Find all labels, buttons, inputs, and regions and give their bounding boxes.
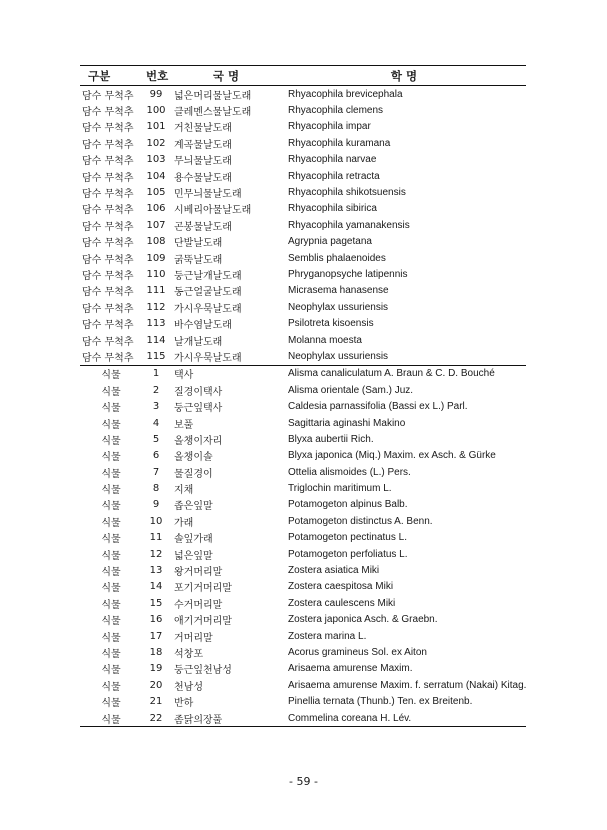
category-cell: 식물 <box>101 665 121 677</box>
number-cell: 9 <box>152 499 160 511</box>
table-row <box>80 612 526 628</box>
number-cell: 106 <box>146 203 166 215</box>
category-cell: 식물 <box>101 698 121 710</box>
category-cell: 담수 무척추 <box>82 254 134 266</box>
table-row <box>80 562 526 578</box>
category-cell: 담수 무척추 <box>82 221 134 233</box>
scientific-name-cell: Rhyacophila brevicephala <box>288 88 403 100</box>
category-cell: 담수 무척추 <box>82 107 134 119</box>
table-header <box>80 66 526 86</box>
korean-name-cell: 지채 <box>174 485 194 497</box>
scientific-name-cell: Triglochin maritimum L. <box>288 483 392 495</box>
korean-name-cell: 곤봉물날도래 <box>174 221 232 233</box>
number-cell: 7 <box>152 466 160 478</box>
table-row <box>80 135 526 151</box>
category-cell: 식물 <box>101 550 121 562</box>
scientific-name-cell: Zostera caulescens Miki <box>288 597 396 609</box>
number-cell: 11 <box>149 532 163 544</box>
scientific-name-cell: Rhyacophila kuramana <box>288 137 391 149</box>
korean-name-cell: 천남성 <box>174 681 203 693</box>
table-row <box>80 497 526 513</box>
number-cell: 13 <box>149 565 163 577</box>
category-cell: 담수 무척추 <box>82 238 134 250</box>
table-row <box>80 464 526 480</box>
category-cell: 식물 <box>101 599 121 611</box>
scientific-name-cell: Micrasema hanasense <box>288 285 389 297</box>
korean-name-cell: 택사 <box>170 365 282 382</box>
category-cell: 식물 <box>101 403 121 415</box>
category-cell: 식물 <box>80 365 142 382</box>
table-row <box>80 184 526 200</box>
korean-name-cell: 질경이택사 <box>174 386 223 398</box>
table-row <box>80 448 526 464</box>
number-cell: 5 <box>152 433 160 445</box>
category-cell: 식물 <box>101 616 121 628</box>
korean-name-cell: 수거머리말 <box>174 599 223 611</box>
category-cell: 식물 <box>101 583 121 595</box>
korean-name-cell: 가래 <box>174 517 194 529</box>
korean-name-cell: 굵뚝날도래 <box>174 254 223 266</box>
header-number: 번호 <box>142 66 170 86</box>
korean-name-cell: 용수물날도래 <box>174 172 232 184</box>
table-row <box>80 315 526 331</box>
scientific-name-cell: Acorus gramineus Sol. ex Aiton <box>288 646 427 658</box>
table-row <box>80 415 526 431</box>
number-cell: 16 <box>149 614 163 626</box>
scientific-name-cell: Blyxa japonica (Miq.) Maxim. ex Asch. & Gürke <box>288 450 496 462</box>
korean-name-cell: 무늬물날도래 <box>174 156 232 168</box>
table-row <box>80 152 526 168</box>
scientific-name-cell: Commelina coreana H. Lév. <box>282 710 526 727</box>
scientific-name-cell: Phryganopsyche latipennis <box>288 268 408 280</box>
table-row <box>80 628 526 644</box>
scientific-name-cell: Rhyacophila impar <box>288 121 371 133</box>
table-row <box>80 348 526 365</box>
korean-name-cell: 포기거머리말 <box>174 583 232 595</box>
number-cell: 115 <box>146 350 166 362</box>
category-cell: 식물 <box>101 632 121 644</box>
table-row <box>80 299 526 315</box>
korean-name-cell: 보풀 <box>174 419 194 431</box>
number-cell: 103 <box>146 154 166 166</box>
category-cell: 식물 <box>101 501 121 513</box>
korean-name-cell: 둥근날개날도래 <box>174 270 242 282</box>
table-row <box>80 217 526 233</box>
number-cell: 110 <box>146 268 166 280</box>
korean-name-cell: 클레멘스물날도래 <box>174 107 252 119</box>
scientific-name-cell: Rhyacophila sibirica <box>288 203 377 215</box>
number-cell: 1 <box>142 365 170 382</box>
scientific-name-cell: Neophylax ussuriensis <box>288 301 389 313</box>
table-row <box>80 661 526 677</box>
table-row <box>80 431 526 447</box>
scientific-name-cell: Rhyacophila shikotsuensis <box>288 187 406 199</box>
korean-name-cell: 가시우묵날도래 <box>174 352 242 364</box>
table-row <box>80 382 526 398</box>
korean-name-cell: 솔잎가래 <box>174 534 213 546</box>
number-cell: 10 <box>149 515 163 527</box>
category-cell: 담수 무척추 <box>82 189 134 201</box>
category-cell: 식물 <box>101 419 121 431</box>
table-row <box>80 119 526 135</box>
category-cell: 식물 <box>101 534 121 546</box>
korean-name-cell: 반하 <box>174 698 194 710</box>
table-row <box>80 250 526 266</box>
number-cell: 112 <box>146 301 166 313</box>
species-table <box>80 65 526 727</box>
scientific-name-cell: Pinellia ternata (Thunb.) Ten. ex Breitenb. <box>288 696 473 708</box>
table-row <box>80 579 526 595</box>
freshwater-invertebrate-section <box>80 86 526 366</box>
number-cell: 4 <box>152 417 160 429</box>
number-cell: 14 <box>149 581 163 593</box>
scientific-name-cell: Rhyacophila narvae <box>288 154 377 166</box>
category-cell: 담수 무척추 <box>82 270 134 282</box>
number-cell: 104 <box>146 170 166 182</box>
category-cell: 담수 무척추 <box>82 205 134 217</box>
number-cell: 108 <box>146 236 166 248</box>
scientific-name-cell: Sagittaria aginashi Makino <box>288 417 406 429</box>
korean-name-cell: 바수염날도래 <box>174 320 232 332</box>
category-cell: 담수 무척추 <box>82 139 134 151</box>
korean-name-cell: 석창포 <box>174 648 203 660</box>
korean-name-cell: 올챙이솔 <box>174 452 213 464</box>
korean-name-cell: 넓은머리물날도래 <box>174 90 252 102</box>
category-cell: 담수 무척추 <box>82 156 134 168</box>
korean-name-cell: 좁은잎말 <box>174 501 213 513</box>
header-row <box>80 66 526 86</box>
table-row <box>80 595 526 611</box>
table-row <box>80 398 526 414</box>
number-cell: 19 <box>149 663 163 675</box>
korean-name-cell: 날개날도래 <box>174 336 223 348</box>
category-cell: 식물 <box>101 567 121 579</box>
korean-name-cell: 단발날도래 <box>174 238 223 250</box>
korean-name-cell: 동근얼굴날도래 <box>174 287 242 299</box>
scientific-name-cell: Arisaema amurense Maxim. <box>288 663 413 675</box>
scientific-name-cell: Rhyacophila yamanakensis <box>288 219 410 231</box>
category-cell: 담수 무척추 <box>82 287 134 299</box>
korean-name-cell: 계곡물날도래 <box>174 139 232 151</box>
number-cell: 8 <box>152 483 160 495</box>
scientific-name-cell: Zostera asiatica Miki <box>288 565 380 577</box>
number-cell: 102 <box>146 137 166 149</box>
scientific-name-cell: Potamogeton alpinus Balb. <box>288 499 408 511</box>
number-cell: 2 <box>152 384 160 396</box>
scientific-name-cell: Alisma orientale (Sam.) Juz. <box>288 384 414 396</box>
number-cell: 15 <box>149 597 163 609</box>
category-cell: 식물 <box>80 710 142 727</box>
category-cell: 식물 <box>101 452 121 464</box>
header-korean-name: 국 명 <box>170 66 282 86</box>
number-cell: 99 <box>149 88 163 100</box>
category-cell: 식물 <box>101 517 121 529</box>
scientific-name-cell: Zostera caespitosa Miki <box>288 581 394 593</box>
number-cell: 22 <box>142 710 170 727</box>
table-row <box>80 710 526 727</box>
number-cell: 3 <box>152 401 160 413</box>
number-cell: 114 <box>146 334 166 346</box>
scientific-name-cell: Alisma canaliculatum A. Braun & C. D. Bouché <box>282 365 526 382</box>
scientific-name-cell: Arisaema amurense Maxim. f. serratum (Nakai) Kitag. <box>288 679 526 691</box>
korean-name-cell: 둥근잎택사 <box>174 403 223 415</box>
korean-name-cell: 둥근잎천남성 <box>174 665 232 677</box>
page-number: - 59 - <box>289 775 318 788</box>
table-row <box>80 644 526 660</box>
korean-name-cell: 애기거머리말 <box>174 616 232 628</box>
category-cell: 식물 <box>101 648 121 660</box>
table-row <box>80 234 526 250</box>
header-scientific-name: 학 명 <box>282 66 526 86</box>
korean-name-cell: 물질경이 <box>174 468 213 480</box>
table-row <box>80 546 526 562</box>
scientific-name-cell: Blyxa aubertii Rich. <box>288 433 374 445</box>
scientific-name-cell: Rhyacophila clemens <box>288 105 384 117</box>
scientific-name-cell: Semblis phalaenoides <box>288 252 386 264</box>
number-cell: 21 <box>149 696 163 708</box>
scientific-name-cell: Agrypnia pagetana <box>288 236 372 248</box>
number-cell: 101 <box>146 121 166 133</box>
korean-name-cell: 넓은잎말 <box>174 550 213 562</box>
category-cell: 담수 무척추 <box>82 123 134 135</box>
korean-name-cell: 왕거머리말 <box>174 567 223 579</box>
scientific-name-cell: Potamogeton pectinatus L. <box>288 532 407 544</box>
scientific-name-cell: Potamogeton perfoliatus L. <box>288 548 408 560</box>
category-cell: 담수 무척추 <box>82 303 134 315</box>
korean-name-cell: 올챙이자리 <box>174 435 223 447</box>
category-cell: 식물 <box>101 435 121 447</box>
number-cell: 17 <box>149 630 163 642</box>
category-cell: 담수 무척추 <box>82 352 134 364</box>
scientific-name-cell: Ottelia alismoides (L.) Pers. <box>288 466 411 478</box>
number-cell: 109 <box>146 252 166 264</box>
plant-section <box>80 365 526 727</box>
korean-name-cell: 가시우묵날도래 <box>174 303 242 315</box>
table-row <box>80 102 526 118</box>
header-category: 구분 <box>80 66 142 86</box>
species-table-container <box>80 65 526 727</box>
scientific-name-cell: Molanna moesta <box>288 334 362 346</box>
scientific-name-cell: Caldesia parnassifolia (Bassi ex L.) Parl. <box>288 401 468 413</box>
table-row <box>80 513 526 529</box>
korean-name-cell: 거친물날도래 <box>174 123 232 135</box>
category-cell: 담수 무척추 <box>82 90 134 102</box>
category-cell: 식물 <box>101 468 121 480</box>
table-row <box>80 530 526 546</box>
table-row <box>80 283 526 299</box>
number-cell: 113 <box>146 318 166 330</box>
scientific-name-cell: Psilotreta kisoensis <box>288 318 374 330</box>
category-cell: 담수 무척추 <box>82 172 134 184</box>
scientific-name-cell: Neophylax ussuriensis <box>288 350 389 362</box>
number-cell: 105 <box>146 187 166 199</box>
category-cell: 담수 무척추 <box>82 336 134 348</box>
number-cell: 111 <box>146 285 166 297</box>
table-row <box>80 201 526 217</box>
table-row <box>80 480 526 496</box>
category-cell: 식물 <box>101 386 121 398</box>
table-row <box>80 86 526 103</box>
number-cell: 100 <box>146 105 166 117</box>
category-cell: 담수 무척추 <box>82 320 134 332</box>
korean-name-cell: 민무늬물날도래 <box>174 189 242 201</box>
number-cell: 6 <box>152 450 160 462</box>
table-row <box>80 365 526 382</box>
table-row <box>80 168 526 184</box>
table-row <box>80 266 526 282</box>
category-cell: 식물 <box>101 485 121 497</box>
scientific-name-cell: Zostera marina L. <box>288 630 367 642</box>
scientific-name-cell: Zostera japonica Asch. & Graebn. <box>288 614 438 626</box>
table-row <box>80 693 526 709</box>
korean-name-cell: 거머리말 <box>174 632 213 644</box>
table-row <box>80 332 526 348</box>
category-cell: 식물 <box>101 681 121 693</box>
table-row <box>80 677 526 693</box>
number-cell: 18 <box>149 646 163 658</box>
number-cell: 20 <box>149 679 163 691</box>
korean-name-cell: 시베리아물날도래 <box>174 205 252 217</box>
number-cell: 107 <box>146 219 166 231</box>
scientific-name-cell: Rhyacophila retracta <box>288 170 380 182</box>
scientific-name-cell: Potamogeton distinctus A. Benn. <box>288 515 433 527</box>
number-cell: 12 <box>149 548 163 560</box>
korean-name-cell: 좀닭의장풀 <box>170 710 282 727</box>
